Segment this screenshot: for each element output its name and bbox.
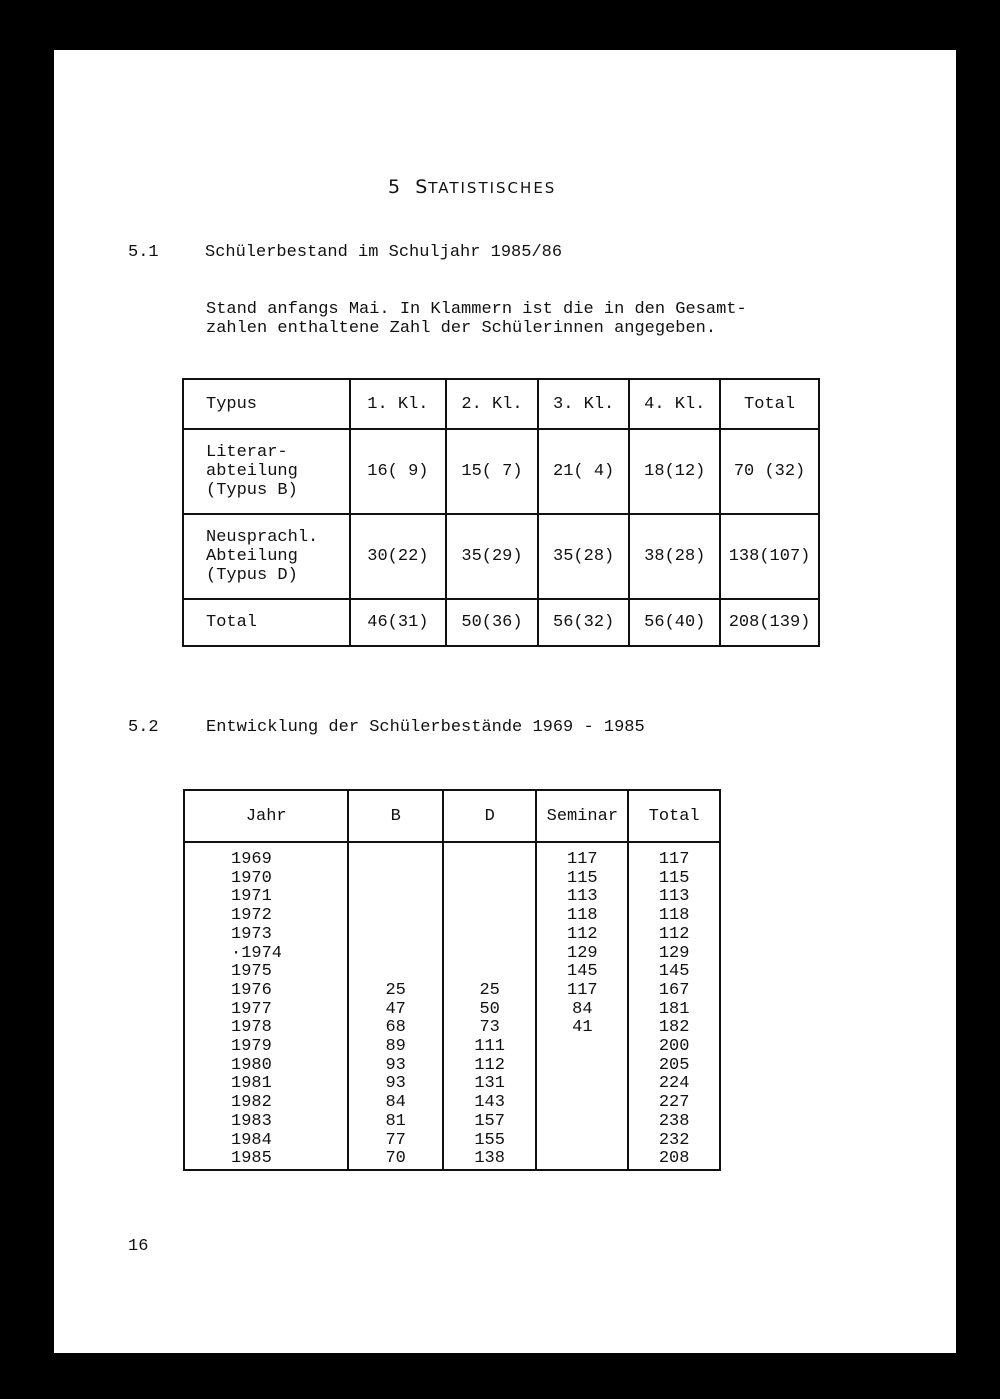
table-cell: 227	[658, 1093, 690, 1113]
table-cell: 84	[385, 1093, 406, 1113]
table-cell: 112	[567, 924, 598, 944]
row-label-line: Abteilung	[206, 547, 298, 566]
table-total-row	[183, 599, 819, 646]
table-cell: 1979	[231, 1037, 272, 1057]
table-cell: 38(28)	[629, 514, 720, 599]
table-cell: 1972	[231, 906, 272, 926]
table-cell: 50(36)	[446, 599, 538, 646]
document-page	[54, 50, 956, 1353]
table-cell: 16( 9)	[350, 429, 447, 514]
section-note	[206, 300, 747, 338]
table-cell: 30(22)	[350, 514, 447, 599]
total-column	[628, 842, 720, 1170]
table-cell: 112	[474, 1055, 505, 1075]
table-cell: 50	[479, 999, 500, 1019]
header-total: Total	[628, 790, 720, 842]
table-cell: 224	[658, 1074, 690, 1094]
table-cell: 1971	[231, 887, 272, 907]
table-cell: 35(29)	[446, 514, 538, 599]
table-cell: 56(40)	[629, 599, 720, 646]
table-cell: 1980	[231, 1055, 272, 1075]
table-cell: 70 (32)	[720, 429, 819, 514]
header-seminar: Seminar	[536, 790, 628, 842]
table-body-row	[184, 842, 720, 1170]
header-typus: Typus	[183, 379, 350, 429]
table-cell	[349, 870, 441, 889]
table-cell: 1970	[231, 868, 272, 888]
table-cell: 118	[567, 906, 598, 926]
table-cell	[444, 945, 536, 964]
table-cell: 81	[385, 1111, 406, 1131]
table-cell: 145	[567, 962, 598, 982]
table-cell	[444, 851, 536, 870]
table-cell: 93	[385, 1055, 406, 1075]
row-label: Total	[183, 599, 350, 646]
table-cell: 1973	[231, 924, 272, 944]
table-cell: 155	[474, 1130, 505, 1150]
header-class-3: 3. Kl.	[538, 379, 630, 429]
table-cell: 118	[658, 906, 690, 926]
table-cell: 89	[385, 1037, 406, 1057]
table-cell: 93	[385, 1074, 406, 1094]
table-cell: 111	[474, 1037, 505, 1057]
table-cell: 1977	[231, 999, 272, 1019]
table-cell: 1984	[231, 1130, 272, 1150]
table-cell: 1978	[231, 1018, 272, 1038]
table-cell: 138(107)	[720, 514, 819, 599]
table-cell	[537, 1132, 627, 1151]
note-line-1: Stand anfangs Mai. In Klammern ist die in den Gesamt-	[206, 300, 747, 319]
table-cell	[349, 945, 441, 964]
table-cell: 208(139)	[720, 599, 819, 646]
development-table	[183, 789, 721, 1171]
header-b: B	[348, 790, 442, 842]
header-class-4: 4. Kl.	[629, 379, 720, 429]
table-cell: 25	[385, 980, 406, 1000]
row-label-line: Neusprachl.	[206, 528, 319, 547]
table-cell: 208	[658, 1149, 690, 1169]
page-number: 16	[128, 1237, 149, 1256]
seminar-column	[536, 842, 628, 1170]
enrollment-table	[182, 378, 820, 647]
table-cell: 1985	[231, 1149, 272, 1169]
section-number-5-1: 5.1	[128, 243, 159, 262]
year-column	[184, 842, 348, 1170]
chapter-title-rest: TATISTISCHES	[428, 179, 557, 197]
table-cell	[444, 963, 536, 982]
table-row	[183, 429, 819, 514]
table-cell: 56(32)	[538, 599, 630, 646]
table-cell: 117	[567, 980, 598, 1000]
table-cell	[349, 888, 441, 907]
section-title-5-2: Entwicklung der Schülerbestände 1969 - 1985	[206, 718, 645, 737]
table-cell: 238	[658, 1111, 690, 1131]
table-cell: 25	[479, 980, 500, 1000]
note-line-2: zahlen enthaltene Zahl der Schülerinnen angegeben.	[206, 319, 717, 338]
table-cell: 200	[658, 1037, 690, 1057]
header-d: D	[443, 790, 537, 842]
table-cell: 1976	[231, 980, 272, 1000]
section-title-5-1: Schülerbestand im Schuljahr 1985/86	[205, 243, 563, 262]
table-cell	[537, 1057, 627, 1076]
table-cell: 73	[479, 1018, 500, 1038]
table-cell	[349, 907, 441, 926]
table-cell: 35(28)	[538, 514, 630, 599]
table-cell: 70	[385, 1149, 406, 1169]
table-header-row	[183, 379, 819, 429]
table-cell: 117	[567, 850, 598, 869]
section-number-5-2: 5.2	[128, 718, 159, 737]
table-cell: 143	[474, 1093, 505, 1113]
table-cell: 129	[567, 943, 598, 963]
header-jahr: Jahr	[184, 790, 348, 842]
table-cell: 182	[658, 1018, 690, 1038]
table-cell: 167	[658, 980, 690, 1000]
table-cell	[349, 963, 441, 982]
table-cell: 1969	[231, 850, 272, 869]
table-cell: 1975	[231, 962, 272, 982]
table-cell: 138	[474, 1149, 505, 1169]
table-cell: 18(12)	[629, 429, 720, 514]
row-label	[183, 514, 350, 599]
table-cell: 129	[658, 943, 690, 963]
chapter-number: 5	[388, 176, 402, 198]
table-cell: 46(31)	[350, 599, 447, 646]
header-class-2: 2. Kl.	[446, 379, 538, 429]
row-label-line: (Typus D)	[206, 566, 298, 585]
table-header-row	[184, 790, 720, 842]
table-cell: 47	[385, 999, 406, 1019]
table-cell: ·1974	[231, 943, 283, 963]
table-cell	[537, 1075, 627, 1094]
table-cell: 112	[658, 924, 690, 944]
chapter-title-initial: S	[415, 176, 429, 198]
table-cell: 145	[658, 962, 690, 982]
table-cell: 131	[474, 1074, 505, 1094]
b-column	[348, 842, 442, 1170]
row-label-line: Literar-	[206, 443, 288, 462]
table-cell: 205	[658, 1055, 690, 1075]
header-total: Total	[720, 379, 819, 429]
table-cell: 1983	[231, 1111, 272, 1131]
table-cell	[537, 1094, 627, 1113]
table-cell: 1981	[231, 1074, 272, 1094]
table-cell	[444, 870, 536, 889]
table-cell: 41	[572, 1018, 593, 1038]
row-label-line: (Typus B)	[206, 481, 298, 500]
table-cell: 115	[567, 868, 598, 888]
table-cell: 181	[658, 999, 690, 1019]
table-cell	[444, 926, 536, 945]
table-cell	[537, 1038, 627, 1057]
table-cell: 115	[658, 868, 690, 888]
table-cell: 157	[474, 1111, 505, 1131]
table-cell	[537, 1150, 627, 1169]
table-cell: 232	[658, 1130, 690, 1150]
row-label-line: abteilung	[206, 462, 298, 481]
table-cell: 113	[567, 887, 598, 907]
table-row	[183, 514, 819, 599]
table-cell: 15( 7)	[446, 429, 538, 514]
table-cell: 68	[385, 1018, 406, 1038]
table-cell	[444, 888, 536, 907]
table-cell: 77	[385, 1130, 406, 1150]
d-column	[443, 842, 537, 1170]
table-cell: 1982	[231, 1093, 272, 1113]
table-cell: 84	[572, 999, 593, 1019]
table-cell	[444, 907, 536, 926]
table-cell	[349, 851, 441, 870]
chapter-heading	[388, 176, 556, 198]
table-cell	[537, 1113, 627, 1132]
table-cell: 113	[658, 887, 690, 907]
table-cell	[349, 926, 441, 945]
table-cell: 117	[658, 850, 690, 869]
row-label	[183, 429, 350, 514]
table-cell: 21( 4)	[538, 429, 630, 514]
header-class-1: 1. Kl.	[350, 379, 447, 429]
